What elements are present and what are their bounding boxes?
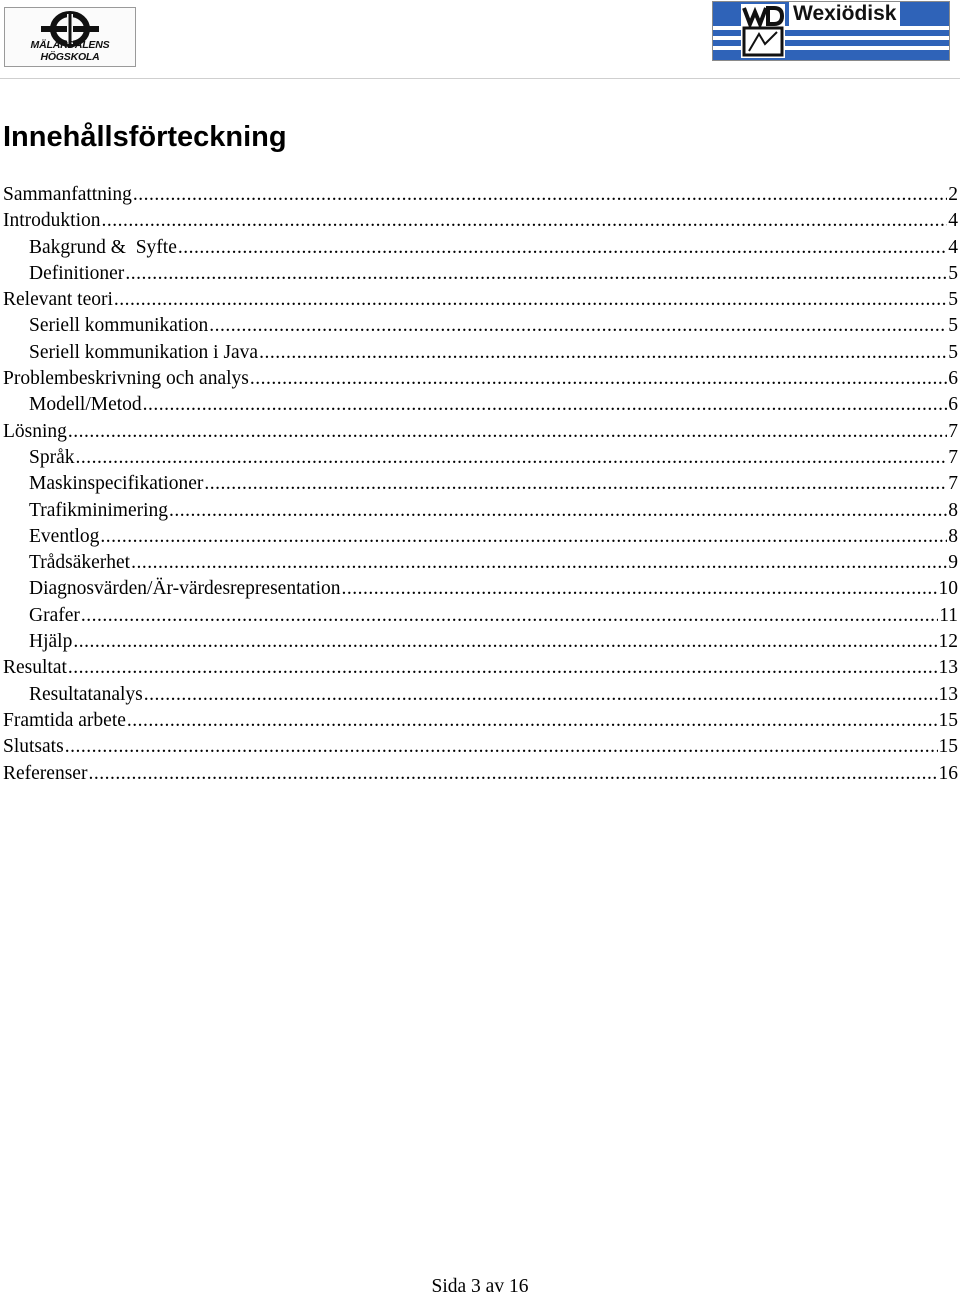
toc-entry-page: 4 [948, 236, 958, 258]
toc-entry-title: Resultatanalys [29, 683, 143, 705]
toc-dot-leader [65, 734, 938, 760]
toc-entry-page: 5 [948, 315, 958, 337]
toc-dot-leader [100, 524, 947, 550]
toc-dot-leader [76, 445, 948, 471]
toc-entry-title: Diagnosvärden/Är-värdesrepresentation [29, 578, 341, 600]
toc-entry-page: 8 [948, 499, 958, 521]
toc-entry[interactable] [0, 734, 958, 760]
toc-entry-title: Referenser [3, 762, 88, 784]
toc-entry[interactable] [0, 655, 958, 681]
toc-entry[interactable] [0, 235, 958, 261]
toc-entry[interactable] [0, 550, 958, 576]
toc-entry[interactable] [0, 682, 958, 708]
toc-dot-leader [102, 208, 948, 234]
toc-entry-title: Hjälp [29, 631, 73, 653]
toc-dot-leader [114, 287, 947, 313]
toc-entry[interactable] [0, 498, 958, 524]
toc-entry-title: Framtida arbete [3, 709, 126, 731]
toc-entry-title: Trafikminimering [29, 499, 169, 521]
toc-dot-leader [204, 471, 947, 497]
toc-entry-title: Maskinspecifikationer [29, 473, 204, 495]
toc-dot-leader [143, 392, 948, 418]
toc-entry-title: Lösning [3, 420, 67, 442]
wexiodisk-logo [712, 1, 950, 61]
toc-entry-page: 16 [938, 762, 958, 784]
toc-entry-title: Seriell kommunikation i Java [29, 341, 259, 363]
toc-entry-page: 15 [938, 736, 958, 758]
malardalen-logo [4, 7, 136, 67]
toc-entry-page: 7 [948, 473, 958, 495]
toc-dot-leader [88, 761, 937, 787]
toc-entry[interactable] [0, 576, 958, 602]
toc-dot-leader [169, 498, 947, 524]
toc-entry-title: Bakgrund & Syfte [29, 236, 177, 258]
toc-entry-page: 6 [948, 368, 958, 390]
page-header [0, 0, 960, 79]
toc-entry[interactable] [0, 471, 958, 497]
page-number: Sida 3 av 16 [431, 1276, 529, 1297]
toc-entry[interactable] [0, 366, 958, 392]
toc-entry-title: Grafer [29, 604, 80, 626]
toc-entry[interactable] [0, 761, 958, 787]
table-of-contents [0, 182, 958, 787]
toc-entry-title: Eventlog [29, 525, 100, 547]
toc-entry-page: 9 [948, 552, 958, 574]
toc-entry-page: 15 [938, 709, 958, 731]
toc-entry-title: Modell/Metod [29, 394, 142, 416]
toc-entry-title: Slutsats [3, 736, 64, 758]
toc-dot-leader [68, 655, 938, 681]
toc-entry[interactable] [0, 445, 958, 471]
toc-entry-page: 11 [939, 604, 958, 626]
toc-entry-page: 7 [948, 420, 958, 442]
toc-dot-leader [209, 313, 947, 339]
toc-dot-leader [68, 419, 947, 445]
toc-entry-page: 13 [938, 683, 958, 705]
toc-entry[interactable] [0, 392, 958, 418]
toc-dot-leader [131, 550, 947, 576]
toc-entry[interactable] [0, 182, 958, 208]
toc-entry-title: Sammanfattning [3, 184, 132, 205]
toc-entry-title: Definitioner [29, 262, 125, 284]
toc-dot-leader [144, 682, 938, 708]
toc-entry[interactable] [0, 313, 958, 339]
toc-entry-page: 4 [948, 210, 958, 232]
toc-entry-page: 12 [938, 631, 958, 653]
toc-dot-leader [125, 261, 947, 287]
toc-entry[interactable] [0, 629, 958, 655]
toc-entry-title: Språk [29, 446, 75, 468]
toc-entry-title: Seriell kommunikation [29, 315, 209, 337]
toc-entry-page: 5 [948, 341, 958, 363]
toc-dot-leader [127, 708, 938, 734]
toc-entry[interactable] [0, 708, 958, 734]
toc-entry-page: 5 [948, 262, 958, 284]
toc-entry-page: 2 [948, 184, 958, 205]
toc-entry-page: 6 [948, 394, 958, 416]
toc-entry-title: Introduktion [3, 210, 101, 232]
toc-entry-title: Problembeskrivning och analys [3, 368, 249, 390]
malardalen-logo-text: MÄLARDALENS HÖGSKOLA [30, 39, 110, 63]
toc-entry-page: 8 [948, 525, 958, 547]
toc-entry-page: 13 [938, 657, 958, 679]
toc-dot-leader [259, 340, 947, 366]
toc-entry[interactable] [0, 261, 958, 287]
wexiodisk-emblem-icon [741, 4, 785, 58]
toc-entry-page: 10 [938, 578, 958, 600]
toc-entry[interactable] [0, 208, 958, 234]
toc-entry[interactable] [0, 419, 958, 445]
toc-entry-title: Relevant teori [3, 289, 113, 311]
toc-entry-title: Trådsäkerhet [29, 552, 131, 574]
toc-dot-leader [178, 235, 947, 261]
toc-entry-page: 5 [948, 289, 958, 311]
wexiodisk-logo-text: Wexiödisk [789, 2, 900, 26]
toc-dot-leader [81, 603, 938, 629]
toc-entry-title: Resultat [3, 657, 67, 679]
page-title: Innehållsförteckning [3, 121, 287, 153]
toc-dot-leader [133, 182, 947, 208]
toc-dot-leader [73, 629, 937, 655]
toc-entry[interactable] [0, 340, 958, 366]
toc-dot-leader [342, 576, 938, 602]
toc-dot-leader [250, 366, 947, 392]
toc-entry[interactable] [0, 603, 958, 629]
toc-entry-page: 7 [948, 446, 958, 468]
toc-entry[interactable] [0, 287, 958, 313]
toc-entry[interactable] [0, 524, 958, 550]
